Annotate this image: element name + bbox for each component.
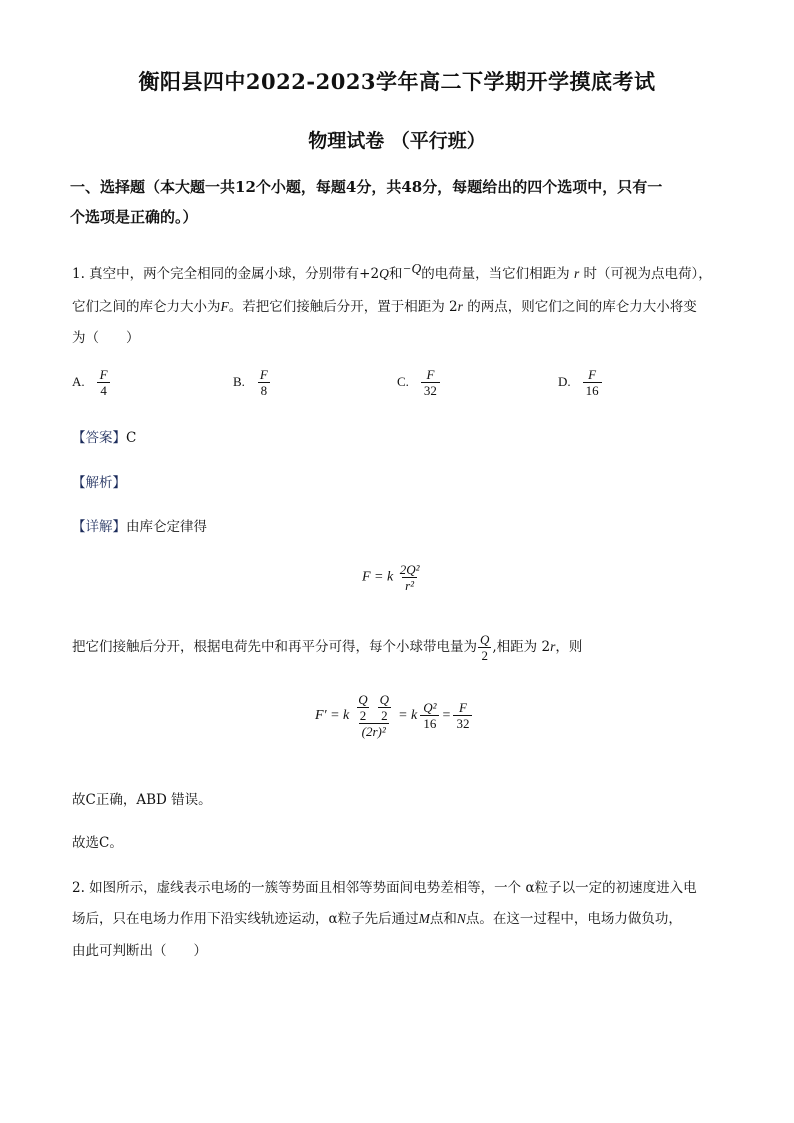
fraction-numerator: F: [458, 700, 467, 715]
equation-fraction: [397, 562, 423, 593]
q1-line1: [72, 262, 712, 282]
step-text: ，则: [555, 639, 583, 655]
fraction-denominator: 32: [453, 715, 472, 731]
option-label: C.: [397, 374, 409, 389]
section-header-line2: 个选项是正确的。）: [70, 208, 198, 226]
conclusion-text: 故C正确，ABD 错误。: [72, 792, 212, 808]
q1-symbol-q: Q: [379, 266, 389, 281]
fraction-numerator: Q: [379, 692, 390, 707]
option-label: A.: [72, 374, 85, 389]
q2-text: 场后，只在电场力作用下沿实线轨迹运动，α粒子先后通过: [72, 911, 419, 927]
option-c[interactable]: [397, 367, 440, 398]
fraction-numerator: Q: [358, 692, 368, 707]
answer-row: [72, 426, 136, 446]
option-label: B.: [233, 374, 245, 389]
big-fraction-numerator: [352, 692, 395, 723]
fraction-denominator: 16: [420, 715, 439, 731]
q1-text: 的电荷量，当它们相距为: [421, 266, 570, 282]
option-fraction: [583, 367, 602, 398]
exam-subtitle: 物理试卷 （平行班）: [308, 130, 486, 152]
option-label: D.: [558, 374, 571, 389]
choose-text: 故选C。: [72, 835, 123, 851]
fraction-denominator: r²: [402, 577, 417, 593]
equation-lhs: F = k: [362, 569, 394, 585]
option-a[interactable]: [72, 367, 111, 398]
step-symbol-r: r: [550, 639, 556, 654]
q2-line3: 由此可判断出（ ）: [72, 943, 207, 959]
answer-value: C: [126, 430, 137, 446]
fraction-denominator: 2: [378, 707, 391, 723]
fraction-denominator: 16: [583, 382, 602, 398]
q1-line3: 为（ ）: [72, 330, 140, 346]
q1-text: 它们之间的库仑力大小为: [72, 299, 221, 315]
fraction-denominator: 2: [357, 707, 370, 723]
step-line: [72, 632, 582, 663]
option-fraction: [421, 367, 440, 398]
fraction-numerator: 2Q²: [399, 562, 420, 577]
inner-fraction: [377, 692, 392, 723]
answer-tag: 【答案】: [72, 430, 126, 446]
detail-tag: 【详解】: [72, 519, 126, 535]
option-fraction: [97, 367, 111, 398]
option-d[interactable]: [558, 367, 602, 398]
fraction-numerator: F: [426, 367, 435, 382]
exam-title: 衡阳县四中2022-2023学年高二下学期开学摸底考试: [138, 69, 656, 94]
fraction-numerator: F: [259, 367, 268, 382]
fraction-denominator: (2r)²: [359, 723, 389, 739]
fraction-denominator: 32: [421, 382, 440, 398]
q2-symbol-m: M: [418, 911, 430, 926]
q1-symbol-f: F: [220, 299, 229, 314]
equation-fraction: [453, 700, 472, 731]
detail-text: 由库仑定律得: [126, 519, 207, 535]
step-text: ,相距为 2: [492, 639, 551, 655]
option-b[interactable]: [233, 367, 271, 398]
q2-line2: [72, 907, 682, 927]
q1-text: 1. 真空中，两个完全相同的金属小球，分别带有+2: [72, 266, 380, 282]
step-fraction: [477, 632, 492, 663]
equation-new-force: [315, 692, 472, 739]
option-fraction: [257, 367, 271, 398]
equation-mid: = k: [398, 707, 418, 723]
equation-coulomb: [362, 562, 423, 593]
equation-big-fraction: [352, 692, 395, 739]
section-header-line1: 一、选择题（本大题一共12个小题，每题4分，共48分，每题给出的四个选项中，只有一: [70, 178, 663, 196]
fraction-numerator: F: [588, 367, 597, 382]
q2-symbol-n: N: [456, 911, 466, 926]
step-text: 把它们接触后分开，根据电荷先中和再平分可得，每个小球带电量为: [72, 639, 477, 655]
q1-text: 的两点，则它们之间的库仑力大小将变: [462, 299, 697, 315]
q2-text: 点和: [429, 911, 457, 927]
analysis-tag: 【解析】: [72, 475, 126, 491]
q2-line1: 2. 如图所示，虚线表示电场的一簇等势面且相邻等势面间电势差相等，一个 α粒子以一定的初速度进入电: [72, 880, 697, 896]
q1-symbol-r: r: [573, 266, 580, 281]
fraction-numerator: Q: [480, 632, 490, 647]
detail-row: [72, 515, 207, 535]
q1-symbol-negq: −Q: [402, 261, 422, 276]
q1-text: 时（可视为点电荷），: [583, 266, 712, 282]
q1-line2: [72, 295, 697, 315]
q2-text: 点。在这一过程中，电场力做负功，: [465, 911, 682, 927]
equation-fraction: [420, 700, 439, 731]
q1-text: 和: [388, 266, 403, 282]
q1-text: 。若把它们接触后分开，置于相距为 2: [228, 299, 458, 315]
inner-fraction: [355, 692, 370, 723]
fraction-denominator: 2: [478, 647, 491, 663]
fraction-denominator: 8: [258, 382, 271, 398]
q1-symbol-r: r: [457, 299, 463, 314]
equation-equals: =: [442, 707, 451, 723]
fraction-numerator: Q²: [423, 700, 437, 715]
fraction-denominator: 4: [97, 382, 110, 398]
equation-lhs: F′ = k: [315, 707, 350, 723]
fraction-numerator: F: [99, 367, 108, 382]
